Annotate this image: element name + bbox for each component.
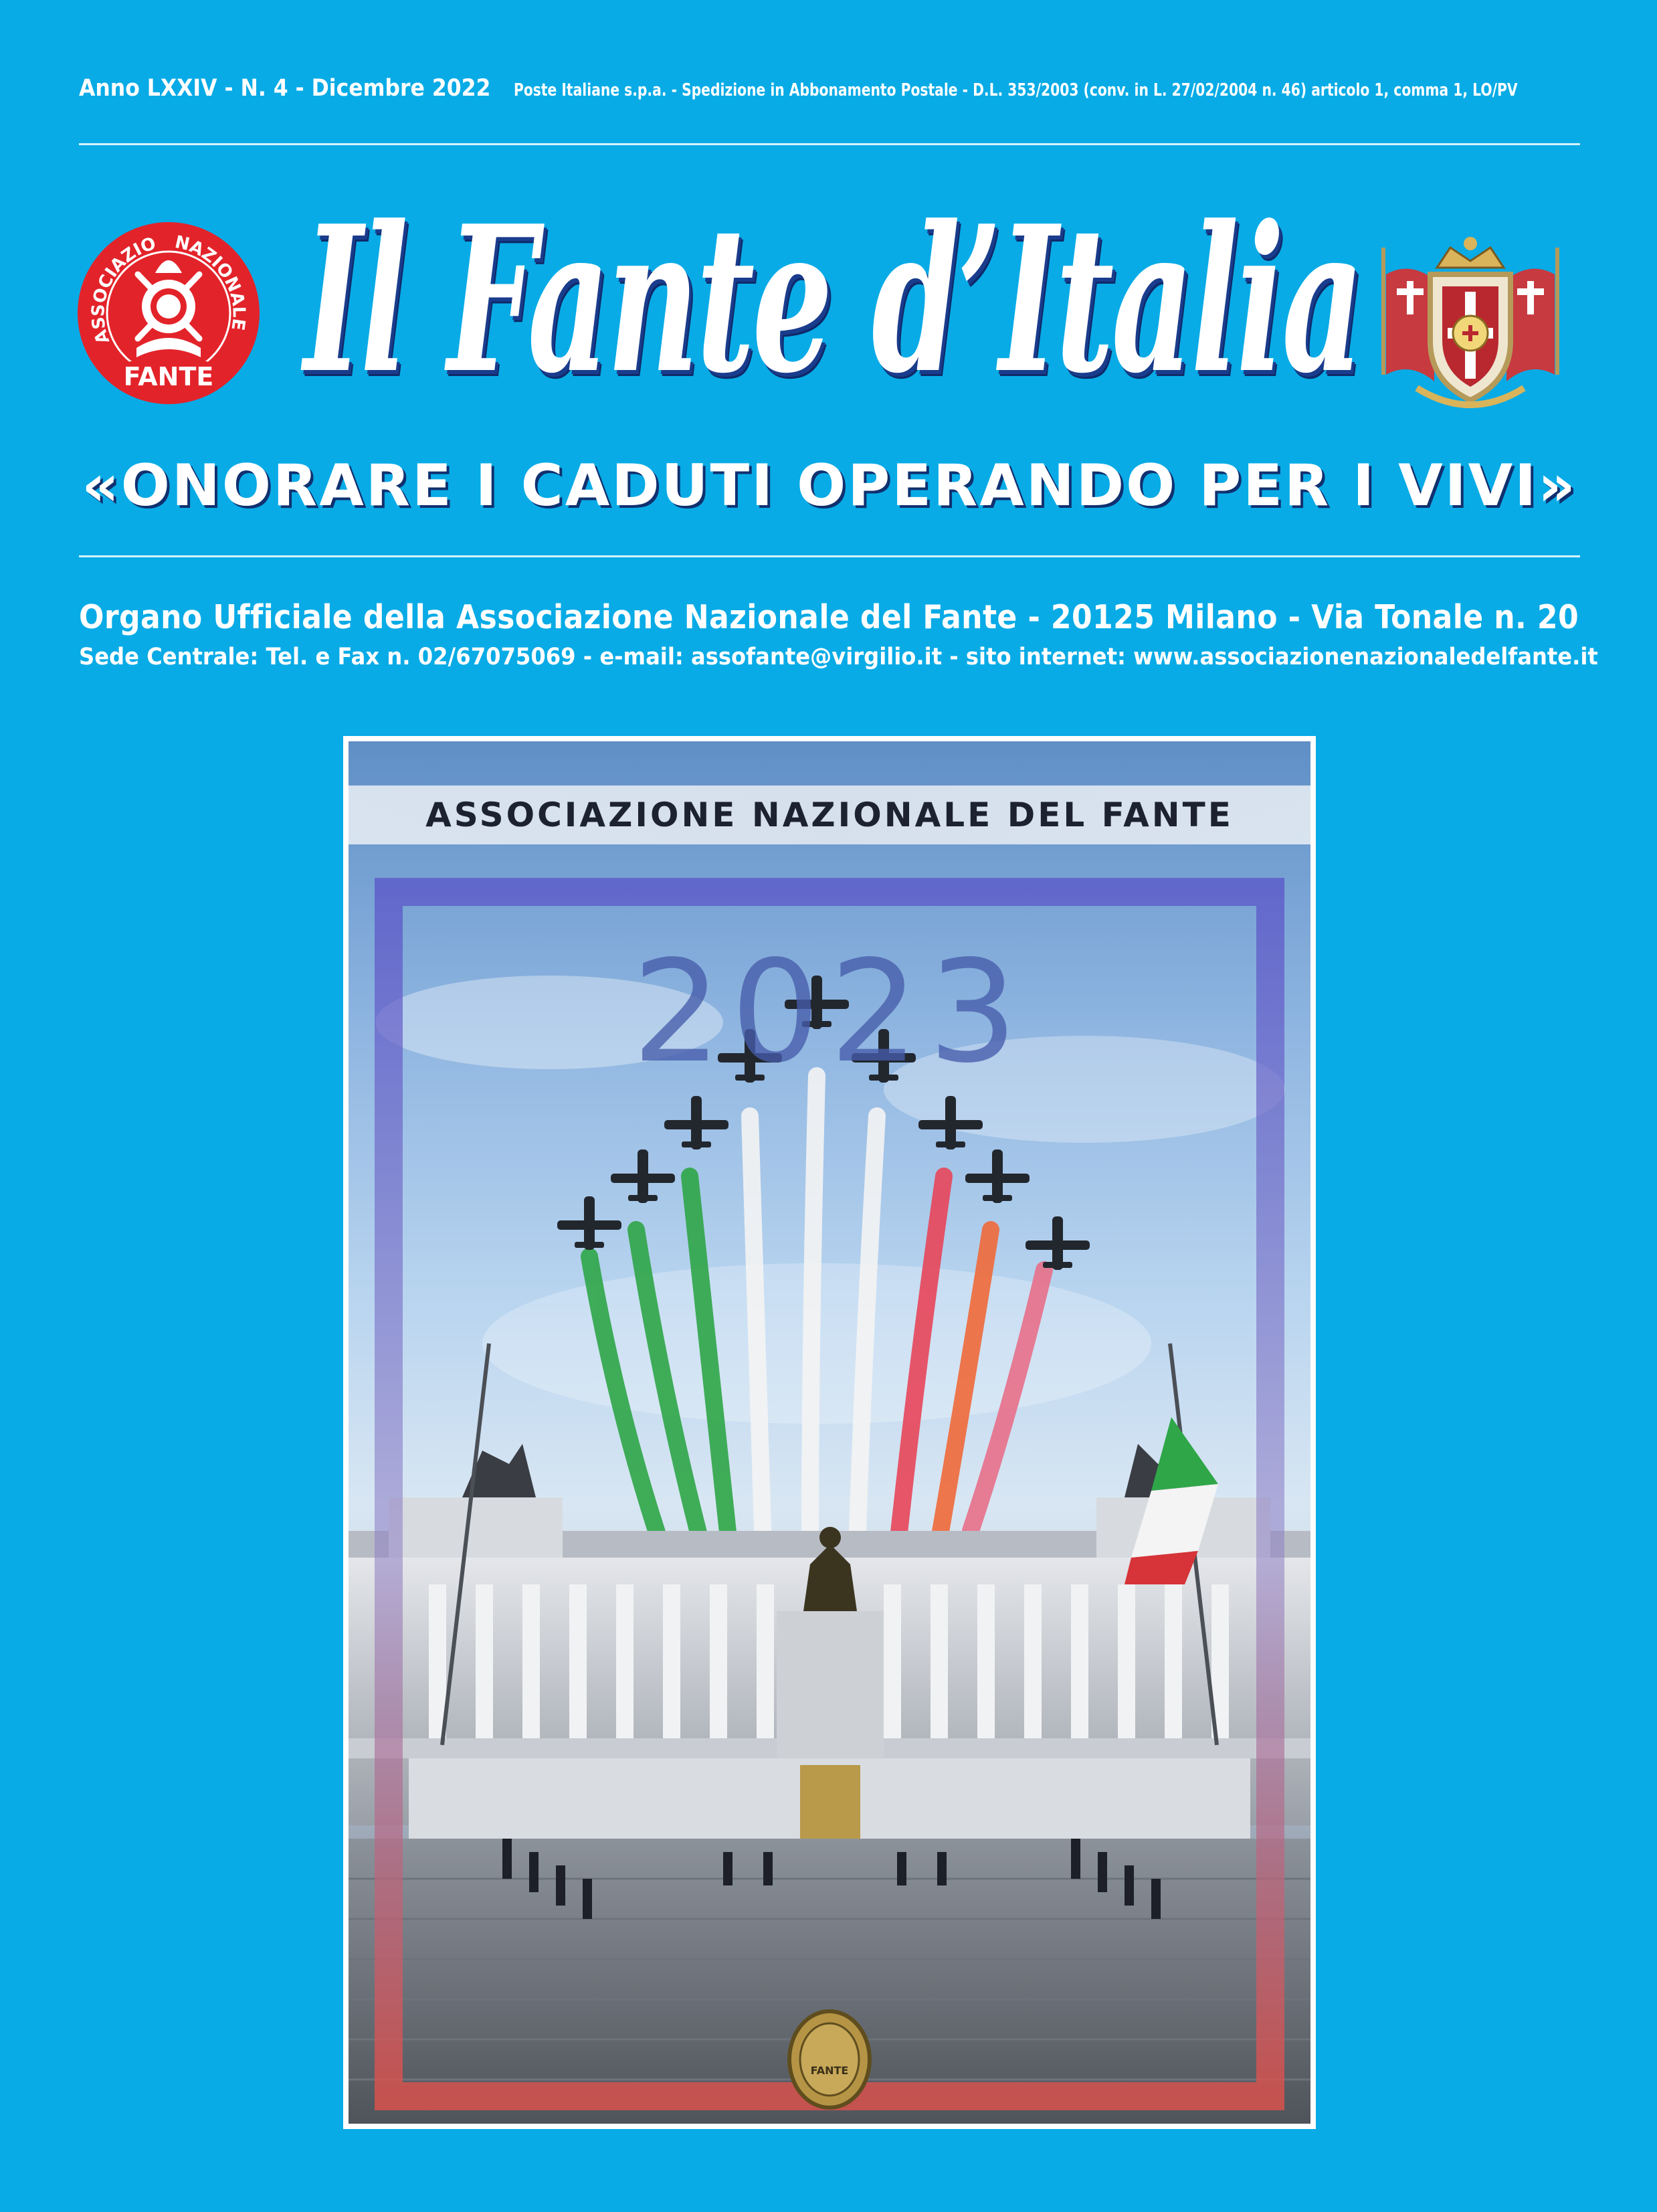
logo-text-bottom: FANTE <box>123 362 214 391</box>
issue-info: Anno LXXIV - N. 4 - Dicembre 2022 <box>79 75 491 102</box>
contact-line <box>79 644 1598 670</box>
coat-of-arms-icon <box>1370 227 1571 422</box>
logo-text-right: NAZIONALE <box>173 232 249 332</box>
postal-info: Poste Italiane s.p.a. - Spedizione in Abbonamento Postale - D.L. 353/2003 (conv. in L. 27/02/2004 n. 46) articolo 1, comma 1, LO/PV <box>514 80 1518 100</box>
motto: «ONORARE I CADUTI OPERANDO PER I VIVI» <box>82 452 1577 519</box>
calendar-year: 2023 <box>631 930 1028 1094</box>
calendar-image <box>349 741 1310 2124</box>
masthead-title: Il Fante d’Italia <box>304 181 1362 418</box>
cover-photo <box>343 736 1316 2129</box>
calendar-banner: ASSOCIAZIONE NAZIONALE DEL FANTE <box>349 786 1310 844</box>
medal-text: FANTE <box>810 2064 849 2077</box>
sede-contacts: Tel. e Fax n. 02/67075069 - e-mail: assofante@virgilio.it - sito internet: www.associazionenazionaledelfante.it <box>258 644 1598 670</box>
association-logo <box>76 221 261 405</box>
top-divider <box>79 143 1580 145</box>
logo-text-left: ASSOCIAZIO <box>88 234 159 347</box>
middle-divider <box>79 555 1580 557</box>
organization-line: Organo Ufficiale della Associazione Nazionale del Fante - 20125 Milano - Via Tonale n. 20 <box>79 598 1579 636</box>
sede-label: Sede Centrale: <box>79 644 259 670</box>
